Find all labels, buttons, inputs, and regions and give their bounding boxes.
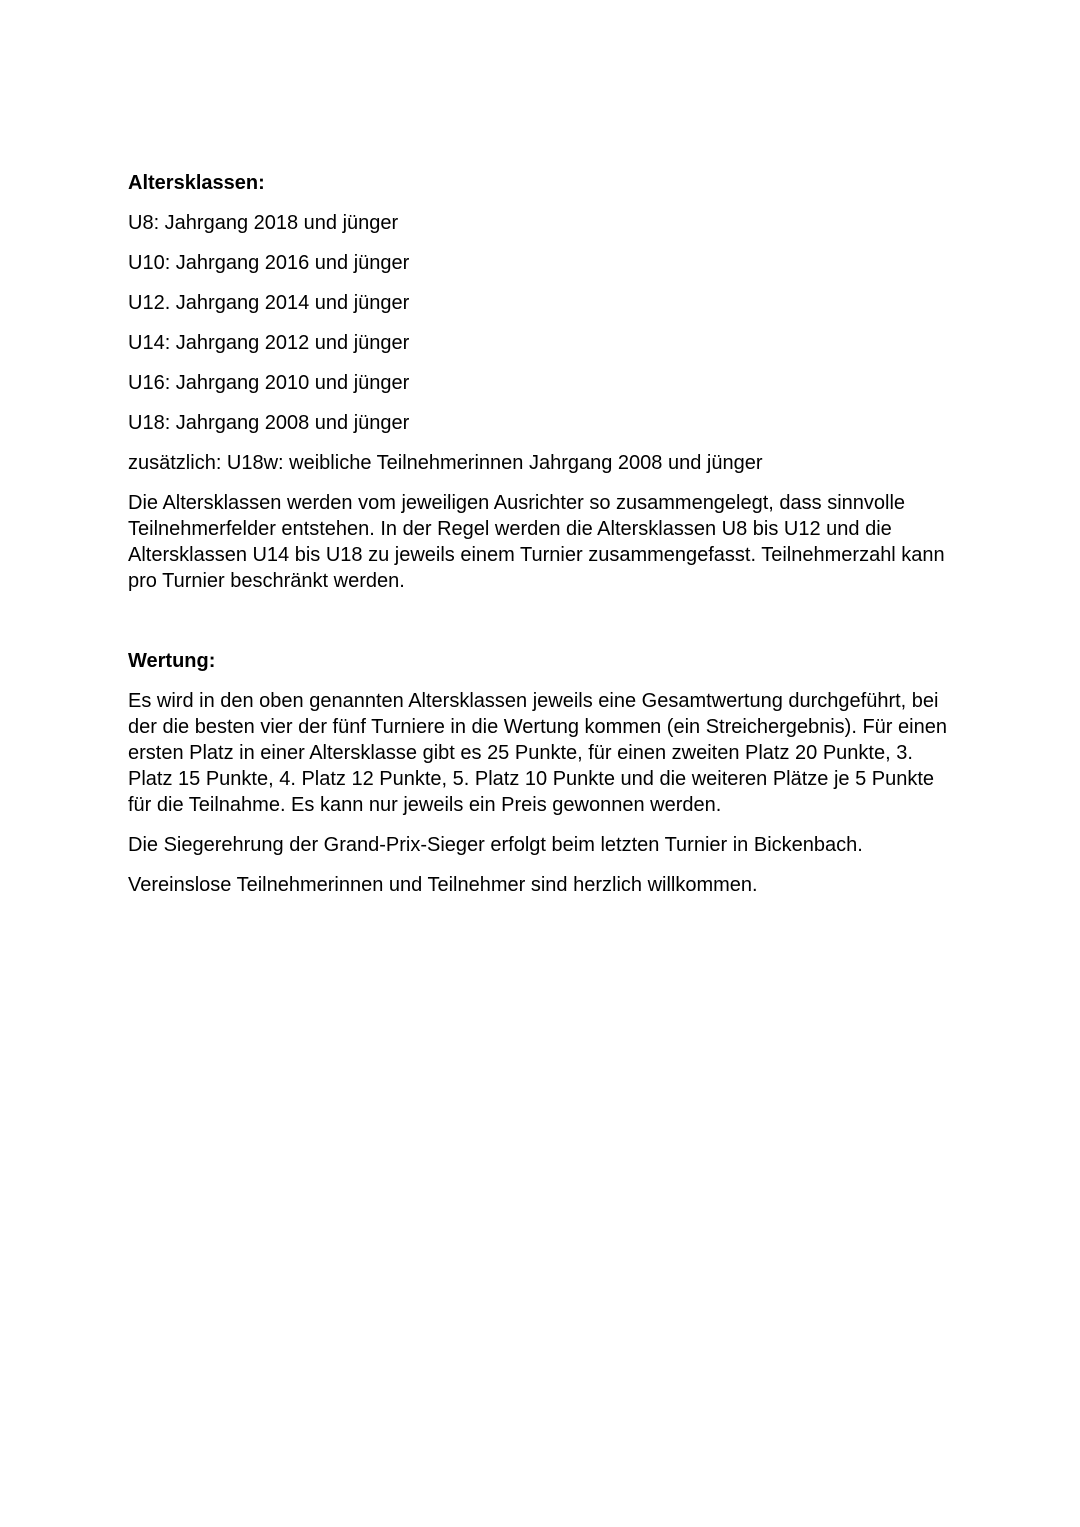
age-class-line-u10: U10: Jahrgang 2016 und jünger — [128, 252, 410, 274]
age-class-line-u14: U14: Jahrgang 2012 und jünger — [128, 332, 410, 354]
age-class-line-u16: U16: Jahrgang 2010 und jünger — [128, 372, 410, 394]
wertung-paragraph-award-ceremony: Die Siegerehrung der Grand-Prix-Sieger erfolgt beim letzten Turnier in Bickenbach. — [128, 834, 863, 856]
altersklassen-paragraph: Die Altersklassen werden vom jeweiligen Ausrichter so zusammengelegt, dass sinnvolle Teilnehmerfelder entstehen. In der Regel werden die Altersklassen U8 bis U12 und die Altersklassen U14 bis U18 zu jeweils einem Turnier zusammengefasst. Teilnehmerzahl kann pro Turnier beschränkt werden. — [128, 492, 945, 592]
document-content — [128, 170, 956, 912]
age-class-line-u12: U12. Jahrgang 2014 und jünger — [128, 292, 410, 314]
wertung-paragraph-scoring: Es wird in den oben genannten Altersklassen jeweils eine Gesamtwertung durchgeführt, bei der die besten vier der fünf Turniere in die Wertung kommen (ein Streichergebnis). Für einen ersten Platz in einer Altersklasse gibt es 25 Punkte, für einen zweiten Platz 20 Punkte, 3. Platz 15 Punkte, 4. Platz 12 Punkte, 5. Platz 10 Punkte und die weiteren Plätze je 5 Punkte für die Teilnahme. Es kann nur jeweils ein Preis gewonnen werden. — [128, 690, 947, 816]
section-heading-altersklassen: Altersklassen: — [128, 172, 265, 194]
age-class-line-u8: U8: Jahrgang 2018 und jünger — [128, 212, 399, 234]
section-heading-wertung: Wertung: — [128, 650, 216, 672]
section-gap — [128, 608, 956, 634]
age-class-additional-note: zusätzlich: U18w: weibliche Teilnehmerinnen Jahrgang 2008 und jünger — [128, 452, 763, 474]
wertung-paragraph-unaffiliated-welcome: Vereinslose Teilnehmerinnen und Teilnehmer sind herzlich willkommen. — [128, 874, 758, 896]
age-class-line-u18: U18: Jahrgang 2008 und jünger — [128, 412, 410, 434]
